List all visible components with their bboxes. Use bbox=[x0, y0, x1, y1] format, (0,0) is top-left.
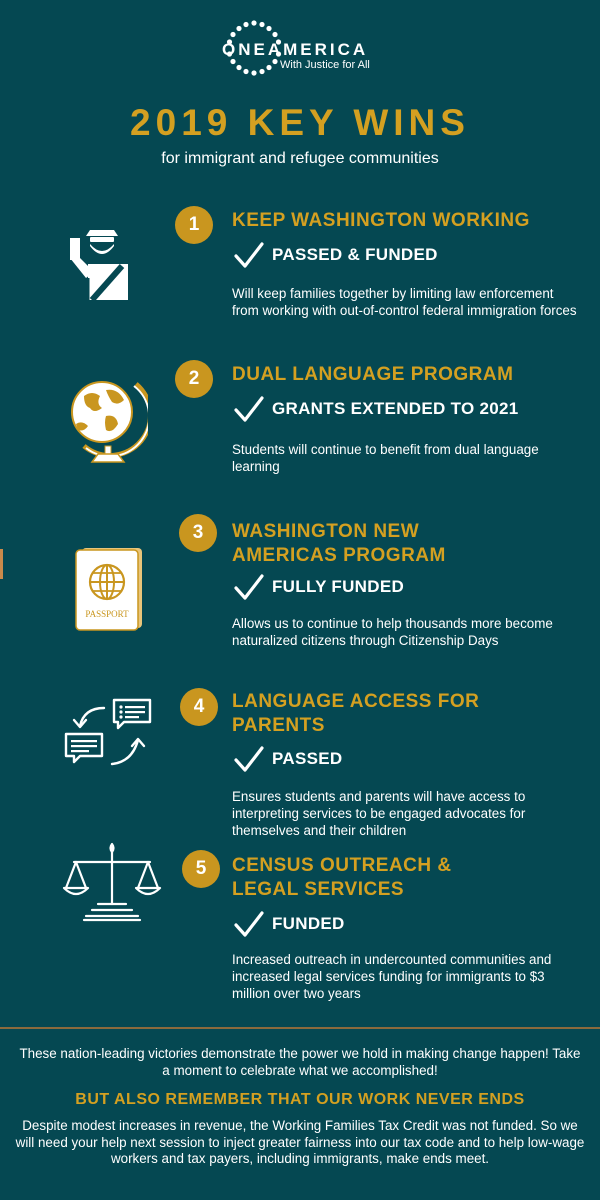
scales-icon bbox=[62, 840, 162, 929]
win-title: KEEP WASHINGTON WORKING bbox=[232, 210, 530, 231]
page-title: 2019 KEY WINS bbox=[130, 102, 470, 143]
check-icon bbox=[234, 242, 264, 268]
brand-tagline: With Justice for All bbox=[280, 59, 370, 71]
win-status: GRANTS EXTENDED TO 2021 bbox=[234, 396, 519, 422]
win-status: PASSED bbox=[234, 746, 342, 772]
check-icon bbox=[234, 574, 264, 600]
check-icon bbox=[234, 746, 264, 772]
globe-icon bbox=[62, 366, 148, 471]
footer-body: Despite modest increases in revenue, the Working Families Tax Credit was not funded. So we will need your help next session to inject greater fairness into our tax code and to help low-wage workers and tax payers, including immigrants, make ends meet. bbox=[15, 1118, 585, 1166]
passport-label: PASSPORT bbox=[85, 609, 129, 619]
win-status: FUNDED bbox=[234, 911, 345, 937]
win-status: FULLY FUNDED bbox=[234, 574, 404, 600]
divider bbox=[0, 1027, 600, 1029]
win-number-badge: 4 bbox=[180, 688, 218, 726]
win-number-badge: 2 bbox=[175, 360, 213, 398]
win-title: LANGUAGE ACCESS FOR PARENTS bbox=[232, 691, 480, 736]
footer-intro: These nation-leading victories demonstrate the power we hold in making change happen! Take a moment to celebrate what we accomplished! bbox=[19, 1046, 581, 1078]
check-icon bbox=[234, 396, 264, 422]
page-subtitle: for immigrant and refugee communities bbox=[161, 150, 439, 167]
passport-icon bbox=[74, 546, 144, 637]
win-title: CENSUS OUTREACH & LEGAL SERVICES bbox=[232, 855, 452, 900]
brand-name: ONEAMERICA bbox=[222, 40, 369, 59]
footer-heading: BUT ALSO REMEMBER THAT OUR WORK NEVER ENDS bbox=[75, 1091, 525, 1108]
edge-mark bbox=[0, 549, 3, 579]
win-description: Students will continue to benefit from dual language learning bbox=[232, 442, 539, 474]
check-icon bbox=[234, 911, 264, 937]
win-number-badge: 1 bbox=[175, 206, 213, 244]
officer-icon bbox=[66, 228, 130, 305]
conversation-icon bbox=[62, 696, 154, 775]
win-status: PASSED & FUNDED bbox=[234, 242, 438, 268]
win-title: DUAL LANGUAGE PROGRAM bbox=[232, 364, 514, 385]
win-title: WASHINGTON NEW AMERICAS PROGRAM bbox=[232, 521, 446, 566]
win-number-badge: 3 bbox=[179, 514, 217, 552]
win-description: Will keep families together by limiting law enforcement from working with out-of-control federal immigration forces bbox=[232, 286, 577, 318]
logo bbox=[222, 18, 382, 78]
win-number-badge: 5 bbox=[182, 850, 220, 888]
win-description: Increased outreach in undercounted communities and increased legal services funding for immigrants to $3 million over two years bbox=[232, 952, 552, 1001]
win-description: Allows us to continue to help thousands more become naturalized citizens through Citizenship Days bbox=[232, 616, 553, 648]
win-description: Ensures students and parents will have access to interpreting services to be engaged advocates for themselves and their children bbox=[232, 789, 526, 838]
